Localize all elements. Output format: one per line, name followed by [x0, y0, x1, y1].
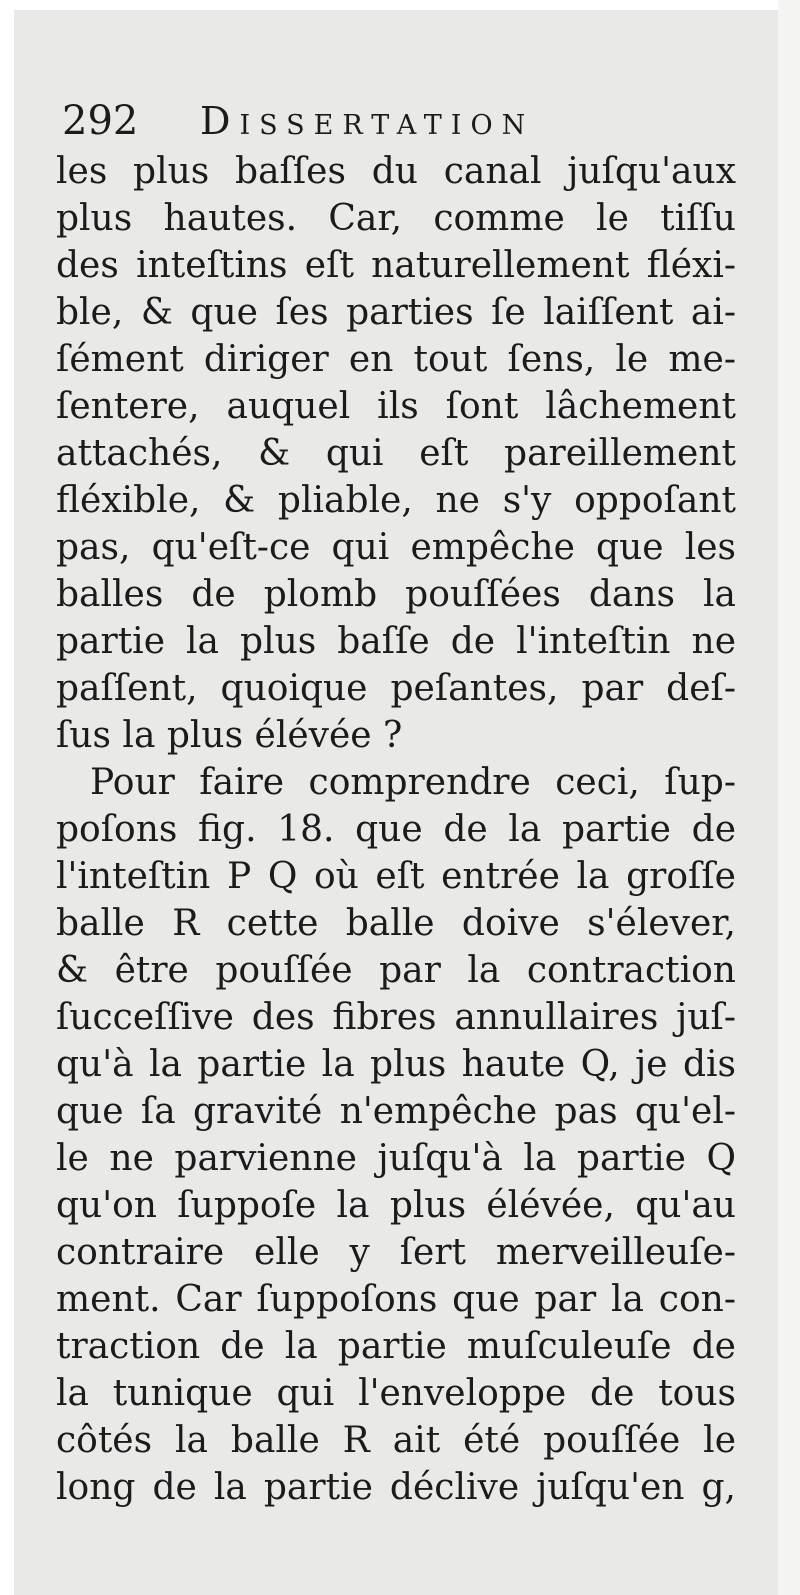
text-line: balles de plomb pouſſées dans la [56, 574, 736, 615]
text-line: ble, & que ſes parties ſe laiſſent ai- [56, 292, 736, 333]
text-line: Pour faire comprendre ceci, ſup- [90, 762, 736, 803]
text-line: le ne parvienne juſqu'à la partie Q [56, 1138, 736, 1179]
page-number: 292 [62, 98, 139, 144]
text-line: traction de la partie muſculeuſe de [56, 1326, 736, 1367]
text-line: qu'on ſuppoſe la plus élévée, qu'au [56, 1185, 736, 1226]
text-line: plus hautes. Car, comme le tiſſu [56, 198, 736, 239]
scan-margin-right [778, 0, 800, 1595]
text-line: long de la partie déclive juſqu'en g, [56, 1467, 736, 1508]
text-line: & être pouſſée par la contraction [56, 950, 736, 991]
body-text [56, 148, 736, 1511]
text-line: partie la plus baſſe de l'inteſtin ne [56, 621, 736, 662]
running-head: Dissertation [200, 99, 535, 143]
text-line: paſſent, quoique peſantes, par deſ- [56, 668, 736, 709]
text-line: qu'à la partie la plus haute Q, je dis [56, 1044, 736, 1085]
text-line: l'inteſtin P Q où eſt entrée la groſſe [56, 856, 736, 897]
text-line: ſus la plus élévée ? [56, 715, 403, 756]
text-line: balle R cette balle doive s'élever, [56, 903, 736, 944]
text-line: ment. Car ſuppoſons que par la con- [56, 1279, 736, 1320]
text-line: pas, qu'eſt-ce qui empêche que les [56, 527, 736, 568]
page-header [62, 96, 752, 146]
text-line: ſément diriger en tout ſens, le me- [56, 339, 736, 380]
text-line: côtés la balle R ait été pouſſée le [56, 1420, 736, 1461]
text-line: les plus baſſes du canal juſqu'aux [56, 151, 736, 192]
text-line: ſucceſſive des fibres annullaires juſ- [56, 997, 736, 1038]
text-line: ſentere, auquel ils ſont lâchement [56, 386, 736, 427]
text-line: la tunique qui l'enveloppe de tous [56, 1373, 736, 1414]
scan-margin-left [0, 0, 14, 1595]
text-line: contraire elle y ſert merveilleuſe- [56, 1232, 736, 1273]
text-line: que ſa gravité n'empêche pas qu'el- [56, 1091, 736, 1132]
text-line: attachés, & qui eſt pareillement [56, 433, 736, 474]
text-line: fléxible, & pliable, ne s'y oppoſant [56, 480, 736, 521]
text-line: des inteſtins eſt naturellement fléxi- [56, 245, 736, 286]
text-line: poſons fig. 18. que de la partie de [56, 809, 736, 850]
scan-margin-top [0, 0, 800, 10]
